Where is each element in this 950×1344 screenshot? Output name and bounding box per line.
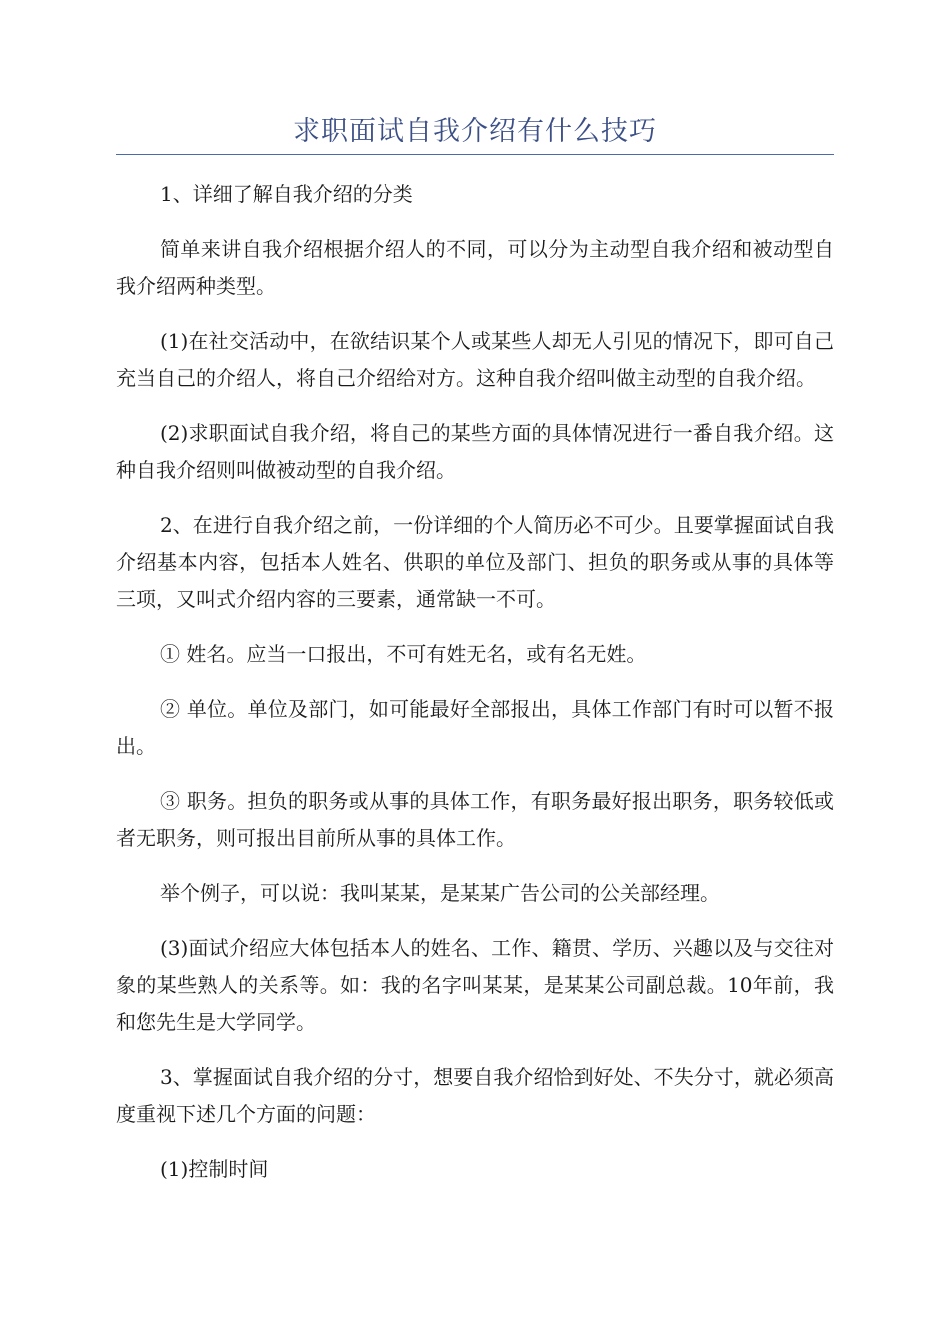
paragraph: (3)面试介绍应大体包括本人的姓名、工作、籍贯、学历、兴趣以及与交往对象的某些熟人的关系等。如：我的名字叫某某，是某某公司副总裁。10年前，我和您先生是大学同学。	[116, 936, 834, 1034]
title-underline	[116, 154, 834, 155]
paragraph: ③ 职务。担负的职务或从事的具体工作，有职务最好报出职务，职务较低或者无职务，则可报出目前所从事的具体工作。	[116, 789, 834, 850]
paragraph: 3、掌握面试自我介绍的分寸，想要自我介绍恰到好处、不失分寸，就必须高度重视下述几个方面的问题：	[116, 1065, 834, 1126]
paragraph: 简单来讲自我介绍根据介绍人的不同，可以分为主动型自我介绍和被动型自我介绍两种类型。	[116, 237, 834, 298]
paragraph: 2、在进行自我介绍之前，一份详细的个人简历必不可少。且要掌握面试自我介绍基本内容，包括本人姓名、供职的单位及部门、担负的职务或从事的具体等三项，又叫式介绍内容的三要素，通常缺一不可。	[116, 513, 834, 611]
paragraph: ② 单位。单位及部门，如可能最好全部报出，具体工作部门有时可以暂不报出。	[116, 697, 834, 758]
paragraph: ① 姓名。应当一口报出，不可有姓无名，或有名无姓。	[160, 642, 647, 666]
document-body	[116, 176, 834, 1206]
paragraph: (1)在社交活动中，在欲结识某个人或某些人却无人引见的情况下，即可自己充当自己的介绍人，将自己介绍给对方。这种自我介绍叫做主动型的自我介绍。	[116, 329, 834, 390]
paragraph: 1、详细了解自我介绍的分类	[160, 182, 413, 206]
paragraph: 举个例子，可以说：我叫某某，是某某广告公司的公关部经理。	[160, 881, 720, 905]
document-title: 求职面试自我介绍有什么技巧	[293, 116, 657, 147]
paragraph: (2)求职面试自我介绍，将自己的某些方面的具体情况进行一番自我介绍。这种自我介绍则叫做被动型的自我介绍。	[116, 421, 834, 482]
paragraph: (1)控制时间	[160, 1157, 269, 1181]
